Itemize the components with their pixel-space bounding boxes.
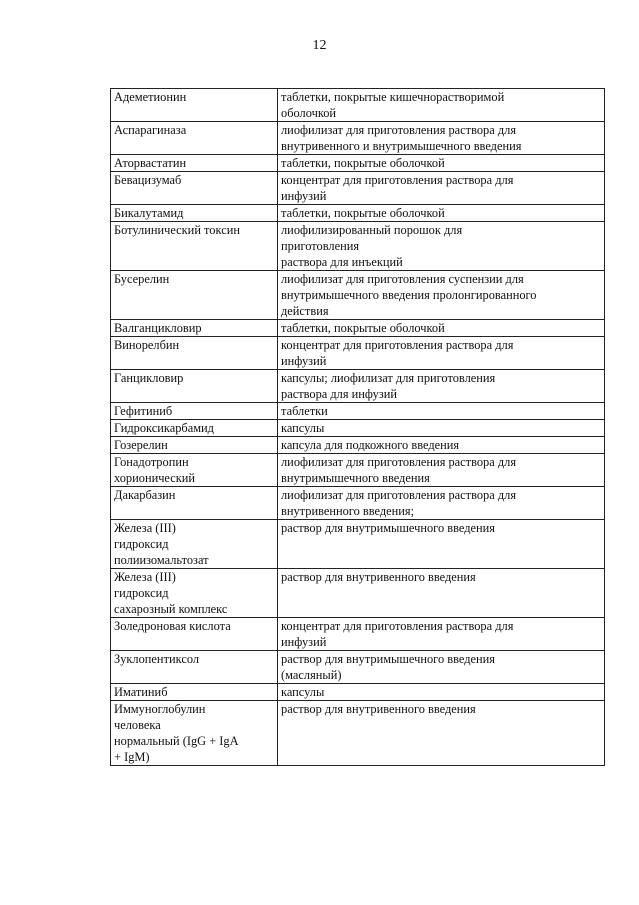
dosage-form-cell [278, 403, 605, 420]
drug-name-line: Железа (III) [114, 570, 176, 584]
dosage-form-line: внутривенного и внутримышечного введения [281, 139, 522, 153]
dosage-form-cell [278, 487, 605, 520]
dosage-form-line: капсулы; лиофилизат для приготовления [281, 371, 496, 385]
drug-name-line: Бевацизумаб [114, 173, 182, 187]
drug-name-cell [111, 684, 278, 701]
table-row [111, 222, 605, 271]
dosage-form-cell [278, 437, 605, 454]
table-row [111, 89, 605, 122]
drug-name-cell [111, 651, 278, 684]
dosage-form-line: концентрат для приготовления раствора для [281, 338, 514, 352]
dosage-form-line: лиофилизат для приготовления раствора для [281, 123, 517, 137]
drug-name-line: Ганцикловир [114, 371, 184, 385]
dosage-form-line: приготовления [281, 239, 360, 253]
dosage-form-line: раствор для внутривенного введения [281, 570, 476, 584]
dosage-form-line: инфузий [281, 354, 327, 368]
drug-name-line: гидроксид [114, 586, 169, 600]
table-row [111, 569, 605, 618]
dosage-form-cell [278, 618, 605, 651]
drug-name-cell [111, 454, 278, 487]
dosage-form-cell [278, 520, 605, 569]
dosage-form-line: раствор для внутривенного введения [281, 702, 476, 716]
dosage-form-cell [278, 271, 605, 320]
dosage-form-line: (масляный) [281, 668, 342, 682]
table-row [111, 684, 605, 701]
drug-name-cell [111, 222, 278, 271]
table-row [111, 420, 605, 437]
dosage-form-line: внутривенного введения; [281, 504, 415, 518]
dosage-form-line: раствора для инъекций [281, 255, 403, 269]
drug-name-line: Гонадотропин [114, 455, 189, 469]
drug-name-line: Гидроксикарбамид [114, 421, 214, 435]
table-row [111, 651, 605, 684]
drug-name-line: Зуклопентиксол [114, 652, 200, 666]
drug-name-cell [111, 520, 278, 569]
drug-name-line: Железа (III) [114, 521, 176, 535]
drug-name-cell [111, 701, 278, 766]
dosage-form-line: таблетки, покрытые кишечнорастворимой [281, 90, 505, 104]
dosage-form-line: капсула для подкожного введения [281, 438, 460, 452]
table-row [111, 403, 605, 420]
dosage-form-line: действия [281, 304, 329, 318]
table-row [111, 320, 605, 337]
page-number: 12 [312, 38, 327, 53]
drug-name-line: полиизомальтозат [114, 553, 209, 567]
table-row [111, 337, 605, 370]
drug-name-line: Винорелбин [114, 338, 180, 352]
dosage-form-line: внутримышечного введения пролонгированного [281, 288, 537, 302]
drug-name-cell [111, 487, 278, 520]
dosage-form-line: инфузий [281, 635, 327, 649]
drug-name-cell [111, 569, 278, 618]
table-row [111, 454, 605, 487]
table-row [111, 271, 605, 320]
dosage-form-cell [278, 222, 605, 271]
drug-name-cell [111, 370, 278, 403]
drug-name-line: Валганцикловир [114, 321, 202, 335]
dosage-form-cell [278, 89, 605, 122]
drug-name-cell [111, 155, 278, 172]
dosage-form-cell [278, 155, 605, 172]
drug-name-line: Бусерелин [114, 272, 170, 286]
drug-name-line: сахарозный комплекс [114, 602, 228, 616]
dosage-form-line: концентрат для приготовления раствора для [281, 619, 514, 633]
dosage-form-cell [278, 651, 605, 684]
dosage-form-line: внутримышечного введения [281, 471, 430, 485]
dosage-form-cell [278, 370, 605, 403]
drug-name-line: Аторвастатин [114, 156, 187, 170]
drug-name-cell [111, 89, 278, 122]
drug-name-line: человека [114, 718, 161, 732]
table-row [111, 370, 605, 403]
dosage-form-line: таблетки, покрытые оболочкой [281, 321, 445, 335]
drug-name-line: Адеметионин [114, 90, 187, 104]
dosage-form-line: таблетки, покрытые оболочкой [281, 156, 445, 170]
dosage-form-line: лиофилизат для приготовления раствора для [281, 488, 517, 502]
dosage-form-cell [278, 205, 605, 222]
table-row [111, 122, 605, 155]
table-row [111, 520, 605, 569]
dosage-form-cell [278, 569, 605, 618]
dosage-form-cell [278, 701, 605, 766]
drug-name-line: Дакарбазин [114, 488, 176, 502]
table-body [111, 89, 605, 766]
table-row [111, 172, 605, 205]
drug-name-cell [111, 437, 278, 454]
table-row [111, 487, 605, 520]
dosage-form-line: таблетки [281, 404, 328, 418]
drug-name-line: Бикалутамид [114, 206, 184, 220]
drug-name-line: Гефитиниб [114, 404, 173, 418]
dosage-form-line: концентрат для приготовления раствора для [281, 173, 514, 187]
dosage-form-line: таблетки, покрытые оболочкой [281, 206, 445, 220]
dosage-form-line: раствора для инфузий [281, 387, 397, 401]
dosage-form-cell [278, 454, 605, 487]
drug-name-cell [111, 122, 278, 155]
table-row [111, 155, 605, 172]
table-row [111, 618, 605, 651]
drug-name-cell [111, 618, 278, 651]
dosage-form-line: раствор для внутримышечного введения [281, 521, 495, 535]
drug-name-cell [111, 420, 278, 437]
drug-name-line: Иммуноглобулин [114, 702, 206, 716]
drug-name-line: Аспарагиназа [114, 123, 187, 137]
table-row [111, 205, 605, 222]
dosage-form-cell [278, 320, 605, 337]
drug-name-cell [111, 172, 278, 205]
dosage-form-cell [278, 420, 605, 437]
drug-name-line: Золедроновая кислота [114, 619, 231, 633]
drug-name-cell [111, 337, 278, 370]
drug-name-line: нормальный (IgG + IgA [114, 734, 239, 748]
dosage-form-line: капсулы [281, 685, 325, 699]
drug-name-cell [111, 403, 278, 420]
drug-table [110, 88, 605, 766]
dosage-form-line: капсулы [281, 421, 325, 435]
drug-name-line: + IgM) [114, 750, 150, 764]
drug-name-cell [111, 271, 278, 320]
dosage-form-cell [278, 337, 605, 370]
drug-name-line: хорионический [114, 471, 196, 485]
table-row [111, 701, 605, 766]
drug-name-cell [111, 320, 278, 337]
drug-name-cell [111, 205, 278, 222]
dosage-form-cell [278, 684, 605, 701]
dosage-form-line: лиофилизат для приготовления раствора для [281, 455, 517, 469]
dosage-form-line: раствор для внутримышечного введения [281, 652, 495, 666]
dosage-form-cell [278, 172, 605, 205]
drug-name-line: гидроксид [114, 537, 169, 551]
dosage-form-line: инфузий [281, 189, 327, 203]
dosage-form-line: лиофилизат для приготовления суспензии для [281, 272, 524, 286]
drug-name-line: Гозерелин [114, 438, 168, 452]
table-row [111, 437, 605, 454]
drug-name-line: Ботулинический токсин [114, 223, 240, 237]
dosage-form-line: лиофилизированный порошок для [281, 223, 463, 237]
dosage-form-line: оболочкой [281, 106, 337, 120]
drug-name-line: Иматиниб [114, 685, 168, 699]
dosage-form-cell [278, 122, 605, 155]
